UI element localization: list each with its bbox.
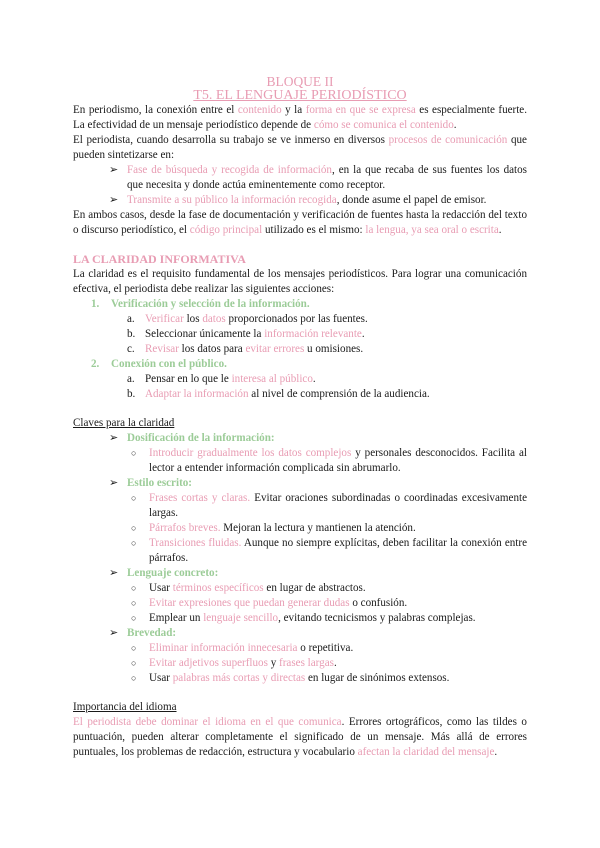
list-item: ➢ Estilo escrito: [109,477,193,489]
list-item: ○ Usar palabras más cortas y directas en lugar de sinónimos extensos. [131,672,450,684]
list-item: ○ Introducir gradualmente los datos complejos y personales desconocidos. Facilita al lector a entender información complicada sin abrumarlo. [131,447,527,474]
circle-bullet-icon: ○ [131,673,137,683]
circle-bullet-icon: ○ [131,493,137,503]
list-item: ○ Usar términos específicos en lugar de abstractos. [131,582,366,594]
intro-paragraph-3: En ambos casos, desde la fase de documentación y verificación de fuentes hasta la redacción del texto o discurso periodístico, el código principal utilizado es el mismo: la lengua, ya sea oral o escrita. [73,209,527,236]
arrow-bullet-icon: ➢ [109,432,119,444]
arrow-bullet-icon: ➢ [109,194,119,206]
claridad-paragraph: La claridad es el requisito fundamental de los mensajes periodísticos. Para lograr una comunicación efectiva, el periodista debe realizar las siguientes acciones: [73,268,527,295]
section-heading-claridad: LA CLARIDAD INFORMATIVA [73,252,246,266]
list-item: c. Revisar los datos para evitar errores u omisiones. [127,343,364,355]
list-item: ○ Frases cortas y claras. Evitar oraciones subordinadas o coordinadas excesivamente largas. [131,492,527,519]
list-item: ○ Transiciones fluidas. Aunque no siempre explícitas, deben facilitar la conexión entre párrafos. [131,537,527,564]
circle-bullet-icon: ○ [131,613,137,623]
arrow-bullet-icon: ➢ [109,164,119,176]
list-item: ➢ Transmite a su público la información recogida, donde asume el papel de emisor. [109,194,487,206]
circle-bullet-icon: ○ [131,583,137,593]
arrow-bullet-icon: ➢ [109,627,119,639]
list-item: ○ Evitar adjetivos superfluos y frases largas. [131,657,337,669]
circle-bullet-icon: ○ [131,538,137,548]
list-item: ○ Eliminar información innecesaria o repetitiva. [131,642,354,654]
list-item: a. Verificar los datos proporcionados por las fuentes. [127,313,368,325]
intro-paragraph-1: En periodismo, la conexión entre el contenido y la forma en que se expresa es especialmente fuerte. La efectividad de un mensaje periodístico depende de cómo se comunica el contenido. [73,104,528,131]
list-item: a. Pensar en lo que le interesa al público. [127,373,316,385]
block-title: BLOQUE II [266,74,334,89]
numbered-item-1: 1. Verificación y selección de la información. [91,298,310,310]
circle-bullet-icon: ○ [131,643,137,653]
list-item: ➢ Dosificación de la información: [109,432,275,444]
topic-title: T5. EL LENGUAJE PERIODÍSTICO [193,88,407,103]
circle-bullet-icon: ○ [131,598,137,608]
circle-bullet-icon: ○ [131,448,137,458]
idioma-paragraph: El periodista debe dominar el idioma en el que comunica. Errores ortográficos, como las tildes o puntuación, pueden alterar completamente el significado de un mensaje. Más allá de errores puntuales, los problemas de redacción, estructura y vocabulario afectan la claridad del mensaje. [73,716,527,758]
circle-bullet-icon: ○ [131,658,137,668]
list-item: ➢ Fase de búsqueda y recogida de información, en la que recaba de sus fuentes los datos que necesita y donde actúa eminentemente como receptor. [109,164,528,191]
list-item: ○ Evitar expresiones que puedan generar dudas o confusión. [131,597,408,609]
section-heading-claves: Claves para la claridad [73,417,175,429]
list-item: ➢ Brevedad: [109,627,177,639]
list-item: ○ Párrafos breves. Mejoran la lectura y mantienen la atención. [131,522,416,534]
arrow-bullet-icon: ➢ [109,567,119,579]
section-heading-idioma: Importancia del idioma [73,701,177,713]
list-item: ➢ Lenguaje concreto: [109,567,219,579]
list-item: b. Seleccionar únicamente la información relevante. [127,328,365,340]
intro-paragraph-2: El periodista, cuando desarrolla su trabajo se ve inmerso en diversos procesos de comunicación que pueden sintetizarse en: [73,134,527,161]
numbered-item-2: 2. Conexión con el público. [91,358,227,370]
arrow-bullet-icon: ➢ [109,477,119,489]
list-item: b. Adaptar la información al nivel de comprensión de la audiencia. [127,388,430,400]
circle-bullet-icon: ○ [131,523,137,533]
list-item: ○ Emplear un lenguaje sencillo, evitando tecnicismos y palabras complejas. [131,612,476,624]
